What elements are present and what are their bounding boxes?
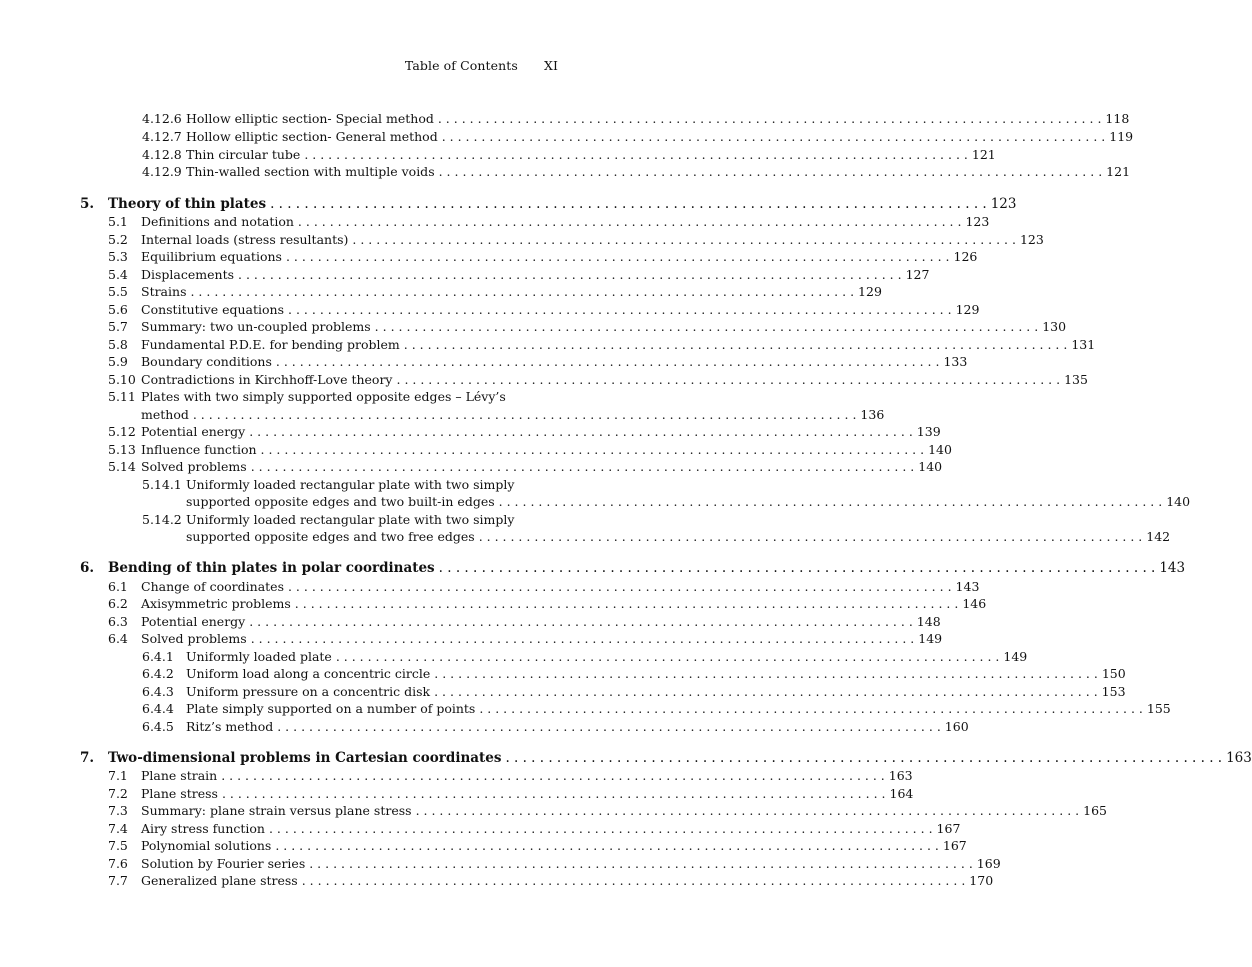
entry-line [141,301,980,318]
leader-dots [275,837,939,854]
entry-page-number: 127 [905,267,930,282]
entry-title: Theory of thin plates [108,196,267,212]
leader-dots [221,767,885,784]
entry-title: Boundary conditions [141,354,272,369]
entry-title: Two-dimensional problems in Cartesian coordinates [108,750,502,766]
leader-dots [288,301,952,318]
entry-number: 7.2 [108,786,128,801]
entry-number: 5.6 [108,302,128,317]
entry-number: 5.5 [108,284,128,299]
entry-page-number: 140 [918,459,943,474]
entry-line [186,683,1126,700]
entry-page-number: 119 [1109,129,1134,144]
toc-entry [0,110,1130,127]
entry-title: supported opposite edges and two built-in edges [186,494,495,509]
leader-dots [309,855,973,872]
entry-title: Polynomial solutions [141,838,272,853]
entry-line [141,371,1088,388]
leader-dots [479,700,1143,717]
leader-dots [270,196,987,213]
leader-dots [276,353,940,370]
toc-entry [0,266,930,283]
entry-number: 5.8 [108,337,128,352]
entry-title: Definitions and notation [141,214,294,229]
entry-number: 4.12.8 [142,147,182,162]
entry-line [141,266,930,283]
toc-entry [0,700,1171,717]
leader-dots [438,110,1102,127]
entry-page-number: 130 [1042,319,1067,334]
toc-entry [0,802,1107,819]
entry-title: Solved problems [141,459,247,474]
entry-line [108,560,1186,577]
entry-page-number: 165 [1083,803,1107,818]
toc-entry [0,406,885,423]
toc-entry [0,578,980,595]
entry-number: 7.4 [108,821,128,836]
entry-title: Generalized plane stress [141,873,298,888]
entry-line [141,802,1107,819]
entry-number: 7.3 [108,803,128,818]
leader-dots [190,283,854,300]
toc-entry [0,767,913,784]
entry-title: method [141,407,189,422]
entry-number: 6. [80,560,95,576]
toc-entry [0,388,638,405]
leader-dots [193,406,857,423]
entry-page-number: 123 [965,214,990,229]
leader-dots [434,683,1098,700]
leader-dots [434,665,1098,682]
entry-number: 6.3 [108,614,128,629]
entry-page-number: 150 [1101,666,1126,681]
entry-page-number: 129 [858,284,882,299]
entry-title: Uniformly loaded rectangular plate with two simply [186,477,515,492]
entry-number: 7.1 [108,768,128,783]
entry-page-number: 140 [1166,494,1191,509]
entry-line [141,595,987,612]
toc-entry [0,441,952,458]
entry-title: supported opposite edges and two free edges [186,529,475,544]
entry-line [108,196,1017,213]
entry-number: 5.9 [108,354,128,369]
entry-title: Uniform load along a concentric circle [186,666,431,681]
entry-title: Displacements [141,267,235,282]
entry-number: 6.4.3 [142,684,174,699]
toc-entry [0,146,996,163]
leader-dots [404,336,1068,353]
leader-dots [439,560,1156,577]
leader-dots [416,802,1080,819]
entry-line [141,630,943,647]
toc-entry [0,595,987,612]
toc-chapter-entry [0,196,1017,213]
entry-line [141,248,978,265]
entry-number: 5.7 [108,319,128,334]
entry-title: Influence function [141,442,257,457]
toc-entry [0,318,1067,335]
entry-number: 6.4.4 [142,701,174,716]
entry-line [141,458,943,475]
leader-dots [251,458,915,475]
toc-chapter-entry [0,750,1252,767]
toc-entry [0,423,941,440]
running-header [405,58,558,73]
entry-line [186,493,1191,510]
entry-page-number: 123 [1019,232,1044,247]
entry-number: 7.6 [108,856,128,871]
leader-dots [304,146,968,163]
leader-dots [249,423,913,440]
entry-line [141,855,1001,872]
entry-title: Solved problems [141,631,247,646]
entry-line [141,283,882,300]
entry-page-number: 163 [888,768,913,783]
entry-page-number: 131 [1071,337,1096,352]
entry-title: Constitutive equations [141,302,285,317]
entry-number: 6.4.2 [142,666,174,681]
entry-number: 5.2 [108,232,128,247]
toc-entry [0,718,969,735]
leader-dots [222,785,886,802]
entry-line [141,820,961,837]
toc-entry [0,855,1001,872]
leader-dots [479,528,1143,545]
entry-page-number: 140 [928,442,952,457]
entry-number: 5.11 [108,389,136,404]
entry-number: 5.3 [108,249,128,264]
entry-line [186,648,1028,665]
entry-line [141,441,952,458]
leader-dots [269,820,933,837]
toc-entry [0,476,638,493]
leader-dots [302,872,966,889]
entry-line [141,213,990,230]
entry-page-number: 136 [860,407,885,422]
leader-dots [249,613,913,630]
toc-entry [0,163,1131,180]
entry-title: Bending of thin plates in polar coordinates [108,560,435,576]
leader-dots [295,595,959,612]
entry-title: Airy stress function [141,821,265,836]
entry-page-number: 133 [943,354,968,369]
entry-line [141,785,914,802]
entry-line [141,336,1096,353]
entry-title: Ritz’s method [186,719,274,734]
leader-dots [261,441,925,458]
entry-title: Uniformly loaded rectangular plate with two simply [186,512,515,527]
toc-entry [0,283,882,300]
leader-dots [499,493,1163,510]
leader-dots [375,318,1039,335]
entry-title: Summary: plane strain versus plane stress [141,803,412,818]
entry-page-number: 143 [1159,560,1186,576]
entry-line [108,750,1252,767]
entry-page-number: 153 [1101,684,1126,699]
toc-entry [0,213,990,230]
entry-title: Hollow elliptic section- General method [186,129,438,144]
entry-title: Strains [141,284,187,299]
toc-entry [0,458,943,475]
entry-page-number: 126 [953,249,978,264]
entry-line [141,318,1067,335]
entry-number: 5.4 [108,267,128,282]
entry-page-number: 135 [1064,372,1088,387]
entry-page-number: 155 [1146,701,1171,716]
toc-entry [0,231,1044,248]
entry-number: 7. [80,750,95,766]
toc-entry [0,511,638,528]
entry-number: 5.10 [108,372,136,387]
toc-entry [0,301,980,318]
entry-title: Potential energy [141,614,246,629]
entry-title: Thin circular tube [186,147,301,162]
entry-page-number: 142 [1146,529,1171,544]
toc-entry [0,248,978,265]
entry-number: 4.12.6 [142,111,182,126]
entry-title: Change of coordinates [141,579,284,594]
leader-dots [505,750,1222,767]
leader-dots [336,648,1000,665]
entry-line [141,613,941,630]
entry-title: Internal loads (stress resultants) [141,232,349,247]
entry-page-number: 149 [918,631,943,646]
entry-line [186,146,996,163]
entry-number: 5.14.1 [142,477,182,492]
toc-entry [0,493,1191,510]
toc-entry [0,371,1088,388]
entry-title: Plane stress [141,786,218,801]
toc-entry [0,665,1126,682]
leader-dots [298,213,962,230]
entry-page-number: 121 [1106,164,1131,179]
entry-title: Uniform pressure on a concentric disk [186,684,431,699]
leader-dots [251,630,915,647]
header-page-number: XI [543,58,558,73]
entry-title: Potential energy [141,424,246,439]
toc-entry [0,613,941,630]
entry-title: Contradictions in Kirchhoff-Love theory [141,372,393,387]
entry-title: Hollow elliptic section- Special method [186,111,434,126]
leader-dots [439,163,1103,180]
entry-number: 6.4.1 [142,649,174,664]
entry-page-number: 143 [955,579,980,594]
entry-number: 5.13 [108,442,136,457]
toc-entry [0,785,914,802]
entry-line [141,767,913,784]
toc-entry [0,630,943,647]
entry-title: Summary: two un-coupled problems [141,319,371,334]
entry-title: Equilibrium equations [141,249,282,264]
toc-entry [0,353,968,370]
entry-line [186,511,557,528]
leader-dots [397,371,1061,388]
leader-dots [286,248,950,265]
entry-number: 5.1 [108,214,128,229]
entry-line [186,700,1171,717]
toc-chapter-entry [0,560,1186,577]
entry-line [141,872,994,889]
entry-page-number: 129 [955,302,980,317]
entry-number: 7.7 [108,873,128,888]
entry-number: 5. [80,196,95,212]
entry-line [186,528,1171,545]
entry-title: Axisymmetric problems [141,596,291,611]
entry-number: 6.4 [108,631,128,646]
leader-dots [288,578,952,595]
entry-number: 5.12 [108,424,136,439]
entry-line [186,665,1126,682]
entry-page-number: 146 [962,596,987,611]
toc-entry [0,872,994,889]
entry-number: 5.14.2 [142,512,182,527]
toc-entry [0,683,1126,700]
toc-entry [0,648,1028,665]
toc-entry [0,128,1134,145]
entry-title: Solution by Fourier series [141,856,306,871]
entry-number: 6.2 [108,596,128,611]
toc-entry [0,528,1171,545]
entry-page-number: 139 [916,424,941,439]
entry-page-number: 163 [1226,750,1252,766]
entry-number: 6.4.5 [142,719,174,734]
leader-dots [442,128,1106,145]
entry-line [186,110,1130,127]
entry-line [186,718,969,735]
entry-number: 4.12.7 [142,129,182,144]
entry-line [141,423,941,440]
entry-page-number: 149 [1003,649,1028,664]
leader-dots [238,266,902,283]
toc-entry [0,820,961,837]
entry-line [186,128,1134,145]
entry-title: Uniformly loaded plate [186,649,332,664]
entry-page-number: 167 [936,821,961,836]
entry-line [141,578,980,595]
leader-dots [277,718,941,735]
entry-title: Plate simply supported on a number of points [186,701,476,716]
entry-line [141,406,885,423]
entry-page-number: 160 [944,719,969,734]
entry-title: Plane strain [141,768,218,783]
entry-page-number: 121 [971,147,996,162]
entry-page-number: 123 [990,196,1017,212]
entry-title: Plates with two simply supported opposite edges – Lévy’s [141,389,506,404]
entry-line [141,353,968,370]
header-title: Table of Contents [404,58,518,73]
entry-number: 7.5 [108,838,128,853]
toc-entry [0,336,1096,353]
entry-page-number: 148 [916,614,941,629]
entry-line [141,388,557,405]
entry-line [186,476,557,493]
entry-title: Fundamental P.D.E. for bending problem [141,337,400,352]
entry-page-number: 118 [1105,111,1130,126]
entry-page-number: 164 [889,786,914,801]
entry-page-number: 167 [942,838,967,853]
entry-title: Thin-walled section with multiple voids [186,164,435,179]
entry-line [186,163,1131,180]
entry-number: 6.1 [108,579,128,594]
entry-line [141,231,1044,248]
leader-dots [352,231,1016,248]
entry-page-number: 170 [969,873,994,888]
toc-entry [0,837,967,854]
entry-number: 4.12.9 [142,164,182,179]
entry-line [141,837,967,854]
entry-number: 5.14 [108,459,136,474]
entry-page-number: 169 [976,856,1001,871]
